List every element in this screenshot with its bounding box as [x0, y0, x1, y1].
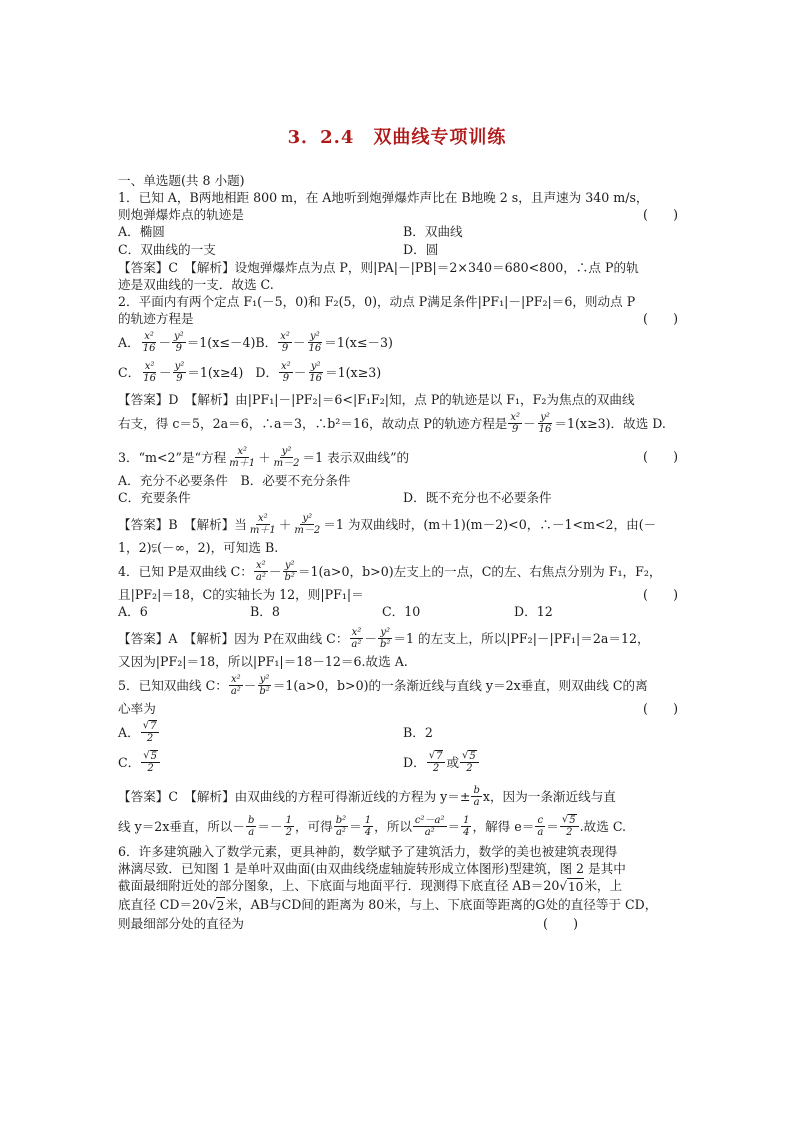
q2-stem: 2．平面内有两个定点 F₁(－5，0)和 F₂(5，0)，动点 P满足条件|PF₁|－|PF₂|＝6，则动点 P — [118, 294, 636, 309]
q6-stem-text: 则最细部分处的直径为 — [118, 916, 244, 931]
q1-option-c: C．双曲线的一支 — [118, 242, 216, 257]
q2-option-b: B． $\frac{\text{x²}}{9}$ － $\frac{\text{y²}}{16}$ ＝1(x≤－3) — [255, 330, 393, 354]
q1-answer: 【答案】C 【解析】设炮弹爆炸点为点 P，则|PA|－|PB|＝2×340＝680<800，∴点 P的轨 — [118, 260, 639, 275]
q4-option-a: A．6 — [118, 604, 148, 619]
q1-answer-cont: 迹是双曲线的一支．故选 C. — [118, 277, 274, 292]
answer-blank: ( ) — [642, 207, 678, 222]
q5-stem: 5．已知双曲线 C： $\frac{\text{x²}}{\text{a²}}$ － $\frac{\text{y²}}{\text{b²}}$ ＝1(a>0，b>0)的一条渐近线与直线 y＝2x垂直，则双曲线 C的离 — [118, 673, 648, 697]
q3-answer: 【答案】B 【解析】当 $\frac{\text{x²}}{m+1}$ ＋ $\frac{\text{y²}}{m-2}$ ＝1 为双曲线时，(m＋1)(m－2)<0，∴－1<m<2，由(－ — [118, 512, 657, 536]
q1-options-row1 — [118, 223, 678, 241]
q1-option-b: B．双曲线 — [403, 224, 463, 239]
q2-answer: 【答案】D 【解析】由|PF₁|－|PF₂|＝6<|F₁F₂|知，点 P的轨迹是以 F₁，F₂为焦点的双曲线 — [118, 392, 635, 407]
q4-answer-cont: 又因为|PF₂|＝18，所以|PF₁|＝18－12＝6.故选 A. — [118, 654, 408, 669]
q6-stem-cont — [118, 915, 678, 932]
section-heading: 一、单选题(共 8 小题) — [118, 173, 245, 188]
q3-option-d: D．既不充分也不必要条件 — [403, 490, 552, 505]
q1-stem-cont — [118, 206, 678, 223]
q4-stem-text: 且|PF₂|＝18，C的实轴长为 12，则|PF₁|＝ — [118, 587, 364, 602]
q1-stem: 1．已知 A，B两地相距 800 m，在 A地听到炮弹爆炸声比在 B地晚 2 s，且声速为 340 m/s， — [118, 190, 649, 205]
q5-stem-cont — [118, 700, 678, 717]
q4-option-d: D．12 — [514, 604, 553, 619]
q1-option-a: A．椭圆 — [118, 224, 165, 239]
q5-option-b: B．2 — [403, 724, 433, 740]
q4-options — [118, 603, 678, 621]
q5-options-row1 — [118, 717, 678, 747]
q2-answer-cont: 右支，得 c＝5，2a＝6，∴a＝3，∴b²＝16，故动点 P的轨迹方程是 $\frac{\text{x²}}{9}$ － $\frac{\text{y²}}{16}$ ＝1(x≥3)．故选 D. — [118, 411, 666, 435]
answer-blank: ( ) — [542, 916, 578, 931]
q5-option-a: A． √ 7 2 — [118, 720, 403, 744]
question-list — [118, 172, 678, 932]
answer-blank: ( ) — [642, 311, 678, 326]
q4-stem-cont — [118, 586, 678, 603]
q2-stem-text: 的轨迹方程是 — [118, 311, 194, 326]
answer-blank: ( ) — [642, 701, 678, 716]
q2-option-d: D． $\frac{\text{x²}}{9}$ － $\frac{\text{y²}}{16}$ ＝1(x≥3) — [255, 360, 382, 384]
q4-option-c: C．10 — [382, 604, 421, 619]
q4-option-b: B．8 — [250, 604, 280, 619]
answer-blank: ( ) — [642, 587, 678, 602]
q2-options-row2 — [118, 357, 678, 387]
q6-stem-cont: 底直径 CD＝20√ 2 米，AB与CD间的距离为 80米，与上、下底面等距离的G处的直径等于 CD， — [118, 897, 658, 913]
q4-stem: 4．已知 P是双曲线 C： $\frac{\text{x²}}{\text{a²}}$ － $\frac{\text{y²}}{\text{b²}}$ ＝1(a>0，b>0)左支上的一点，C的左、右焦点分别为 F₁，F₂， — [118, 559, 662, 583]
q5-option-d: D． √ 7 2 或 √ 5 2 — [403, 750, 480, 774]
q4-answer: 【答案】A 【解析】因为 P在双曲线 C： $\frac{\text{x²}}{\text{a²}}$ － $\frac{\text{y²}}{\text{b²}}$ ＝1 的左支上，所以|PF₂|－|PF₁|＝2a＝12， — [118, 626, 650, 650]
q5-options-row2 — [118, 747, 678, 777]
q5-stem-text: 心率为 — [118, 701, 156, 716]
q2-option-a: A． $\frac{\text{x²}}{16}$ － $\frac{\text{y²}}{9}$ ＝1(x≤－4) — [118, 330, 256, 354]
q1-option-d: D．圆 — [403, 242, 439, 257]
q6-stem-cont: 截面最细附近处的部分图象，上、下底面与地面平行．现测得下底直径 AB＝20√ 10 米，上 — [118, 878, 623, 894]
q3-answer-cont: 1，2)⫋(－∞，2)，可知选 B. — [118, 540, 279, 555]
q3-options-row1: A．充分不必要条件 B．必要不充分条件 — [118, 473, 351, 488]
q5-answer-cont: 线 y＝2x垂直，所以－ $\frac{b}{a}$ ＝－ $\frac{1}{2}$ ，可得 $\frac{\text{b²}}{\text{a²}}$ ＝ $\frac{1}{4}$ ，所以 $\frac{\text{c²－a²}}{\text{a²}}$ ＝ $\frac{1}{4}$ ，解得 e＝ $\frac{c}{a}$ ＝ √ 5 2 .故选 C. — [118, 814, 627, 838]
q1-stem-text: 则炮弹爆炸点的轨迹是 — [118, 207, 244, 222]
q6-stem: 6．许多建筑融入了数学元素，更具神韵，数学赋予了建筑活力，数学的美也被建筑表现得 — [118, 844, 618, 859]
q1-options-row2 — [118, 241, 678, 259]
answer-blank: ( ) — [642, 449, 678, 464]
q2-stem-cont — [118, 310, 678, 327]
q3-option-c: C．充要条件 — [118, 490, 191, 505]
q3-stem: 3．“m<2”是“方程 $\frac{\text{x²}}{m+1}$ ＋ $\frac{\text{y²}}{m-2}$ ＝1 表示双曲线”的 ( ) — [118, 445, 678, 469]
q2-options-row1 — [118, 327, 678, 357]
q5-answer: 【答案】C 【解析】由双曲线的方程可得渐近线的方程为 y＝± $\frac{b}{a}$ x，因为一条渐近线与直 — [118, 784, 616, 808]
q5-option-c: C． √ 5 2 — [118, 750, 403, 774]
q2-option-c: C． $\frac{\text{x²}}{16}$ － $\frac{\text{y²}}{9}$ ＝1(x≥4) — [118, 360, 244, 384]
q3-options-row2 — [118, 489, 678, 507]
q6-stem-cont: 淋漓尽致．已知图 1 是单叶双曲面(由双曲线绕虚轴旋转形成立体图形)型建筑，图 2 是其中 — [118, 861, 626, 876]
page-title: 3．2.4 双曲线专项训练 — [287, 127, 507, 148]
